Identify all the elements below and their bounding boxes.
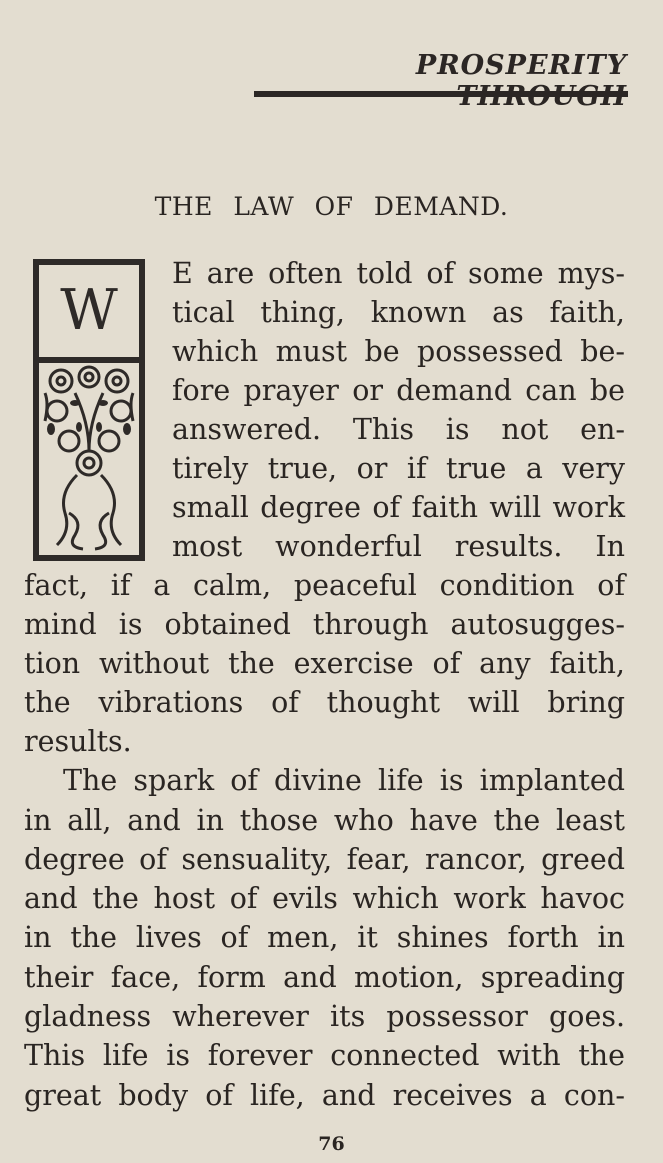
text-line: tical thing, known as faith, (172, 296, 625, 329)
text-line: which must be possessed be- (172, 335, 625, 368)
text-line: small degree of faith will work (172, 491, 625, 524)
text-line: The spark of divine life is implanted (63, 764, 625, 797)
text-line: results. (24, 725, 132, 758)
drop-cap-initial (33, 259, 145, 561)
text-line: in all, and in those who have the least (24, 804, 625, 837)
text-line: answered. This is not en- (172, 413, 625, 446)
floral-ornament-icon (39, 363, 139, 555)
text-line: tion without the exercise of any faith, (24, 647, 625, 680)
drop-cap-letter: W (39, 265, 139, 363)
text-line: most wonderful results. In (172, 530, 625, 563)
header-rule (254, 91, 628, 97)
section-title: THE LAW OF DEMAND. (154, 192, 509, 221)
text-line: great body of life, and receives a con- (24, 1079, 625, 1112)
text-line: and the host of evils which work havoc (24, 882, 625, 915)
running-head: PROSPERITY (415, 50, 627, 81)
text-line: gladness wherever its possessor goes. (24, 1000, 625, 1033)
page-number: 76 (318, 1133, 345, 1155)
text-line: E are often told of some mys- (172, 257, 625, 290)
text-line: fact, if a calm, peaceful condition of (24, 569, 625, 602)
text-line: fore prayer or demand can be (172, 374, 625, 407)
text-line: tirely true, or if true a very (172, 452, 625, 485)
text-line: in the lives of men, it shines forth in (24, 921, 625, 954)
text-line: This life is forever connected with the (24, 1039, 625, 1072)
text-line: degree of sensuality, fear, rancor, greed (24, 843, 625, 876)
text-line: mind is obtained through autosugges- (24, 608, 625, 641)
text-line: the vibrations of thought will bring (24, 686, 625, 719)
text-line: their face, form and motion, spreading (24, 961, 625, 994)
